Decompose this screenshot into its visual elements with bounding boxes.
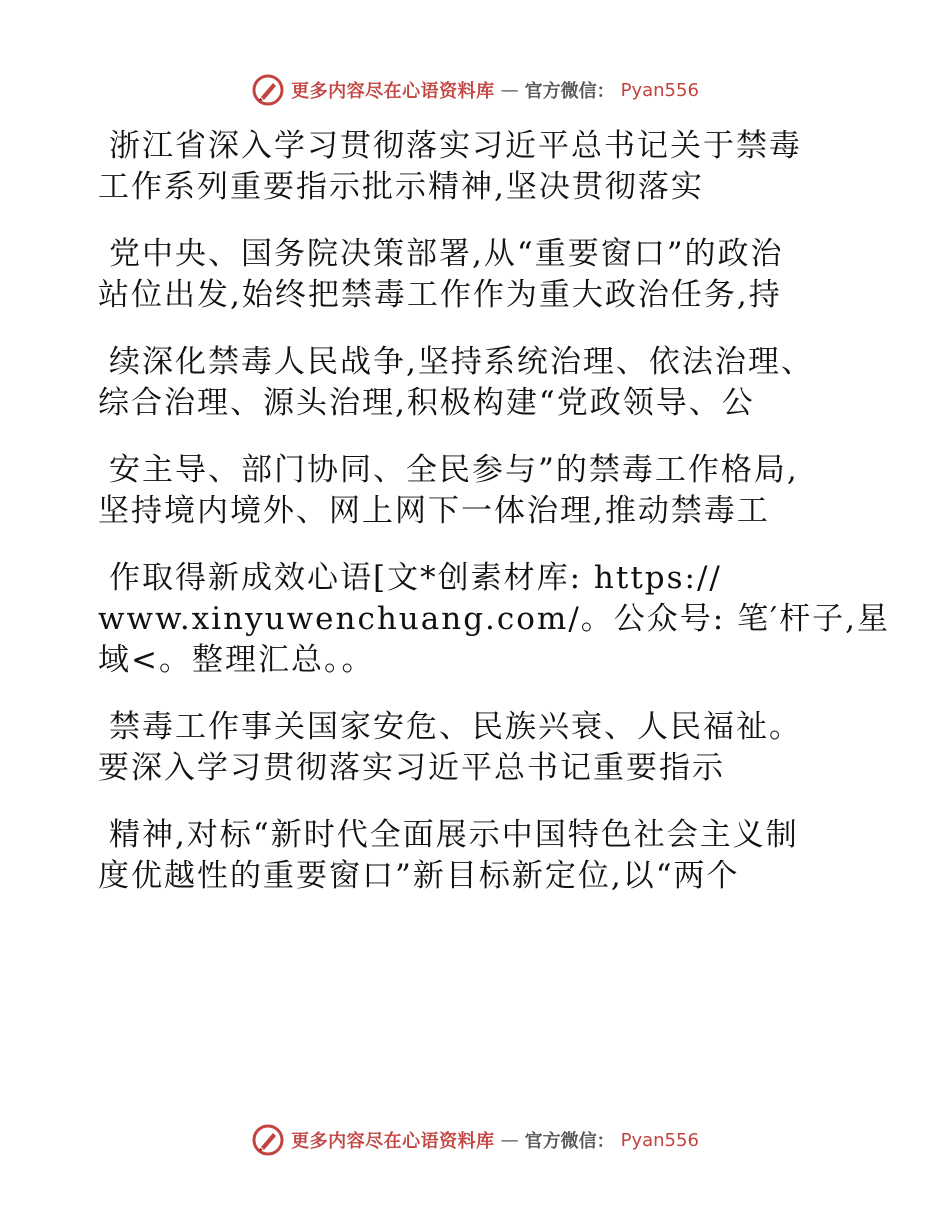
banner-wechat-label: 官方微信： xyxy=(524,81,615,102)
banner-wechat-label: 官方微信： xyxy=(524,1131,615,1152)
paragraph xyxy=(98,815,858,897)
banner-slogan: 更多内容尽在心语资料库 xyxy=(291,81,495,102)
paragraph xyxy=(98,558,890,681)
paragraph-line: www.xinyuwenchuang.com/。公众号: 笔′杆子,星 xyxy=(98,601,890,637)
banner-wechat-id: Pyan556 xyxy=(620,1129,699,1151)
paragraph-line: 续深化禁毒人民战争,坚持系统治理、依法治理、 xyxy=(109,344,814,380)
paragraph-line: 度优越性的重要窗口”新目标新定位,以“两个 xyxy=(98,858,740,894)
paragraph xyxy=(98,342,858,424)
paragraph-line: 安主导、部门协同、全民参与”的禁毒工作格局, xyxy=(109,452,799,488)
banner-dash: — xyxy=(500,1129,519,1151)
paragraph-line: 工作系列重要指示批示精神,坚决贯彻落实 xyxy=(98,169,704,205)
banner-wechat-id: Pyan556 xyxy=(620,79,699,101)
footer-watermark-banner xyxy=(0,1120,950,1160)
paragraph xyxy=(98,234,858,316)
paragraph xyxy=(98,707,858,789)
paragraph-line: 坚持境内境外、网上网下一体治理,推动禁毒工 xyxy=(98,493,770,529)
paragraph-line: 浙江省深入学习贯彻落实习近平总书记关于禁毒 xyxy=(109,128,802,164)
pen-logo-icon xyxy=(251,1123,285,1157)
banner-slogan: 更多内容尽在心语资料库 xyxy=(291,1131,495,1152)
document-body xyxy=(98,126,890,923)
header-watermark-banner xyxy=(0,70,950,110)
paragraph-line: 作取得新成效心语[文*创素材库: https:// xyxy=(109,560,722,596)
paragraph-line: 域<。整理汇总。。 xyxy=(98,642,375,678)
banner-dash: — xyxy=(500,79,519,101)
paragraph-line: 禁毒工作事关国家安危、民族兴衰、人民福祉。 xyxy=(109,709,802,745)
paragraph-line: 站位出发,始终把禁毒工作作为重大政治任务,持 xyxy=(98,277,782,313)
paragraph-line: 综合治理、源头治理,积极构建“党政领导、公 xyxy=(98,385,755,421)
paragraph-line: 要深入学习贯彻落实习近平总书记重要指示 xyxy=(98,750,725,786)
paragraph-line: 党中央、国务院决策部署,从“重要窗口”的政治 xyxy=(109,236,784,272)
paragraph xyxy=(98,126,858,208)
pen-logo-icon xyxy=(251,73,285,107)
paragraph-line: 精神,对标“新时代全面展示中国特色社会主义制 xyxy=(109,817,799,853)
paragraph xyxy=(98,450,858,532)
